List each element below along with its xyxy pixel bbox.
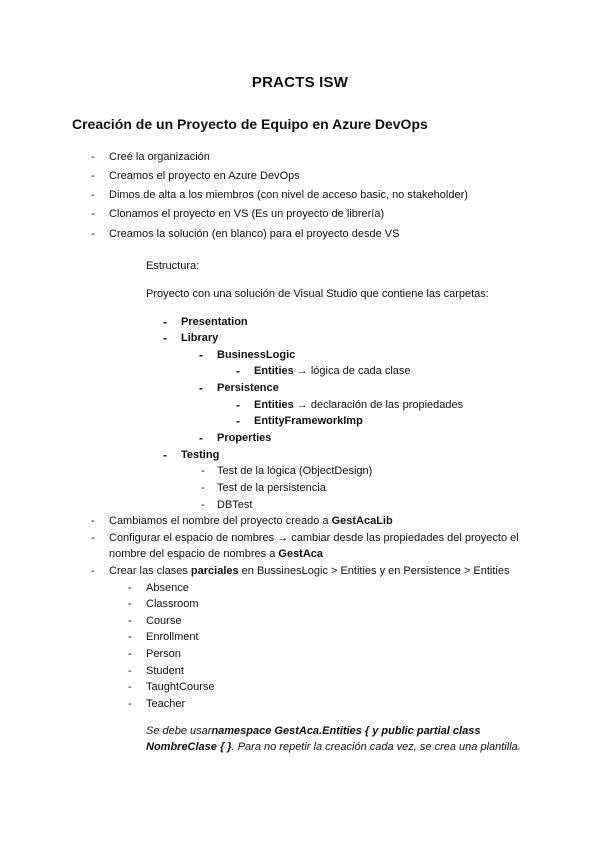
- tree-bullet: -: [201, 465, 205, 477]
- list-item-rename: [109, 513, 393, 529]
- namespace-text: nombre del espacio de nombres a: [109, 548, 279, 560]
- class-item: TaughtCourse: [146, 681, 215, 693]
- list-item-namespace-line2: [109, 546, 323, 562]
- class-bullet: -: [128, 598, 132, 610]
- tree-bullet: -: [236, 398, 240, 412]
- tree-item-bl-entities: [254, 363, 411, 379]
- tree-bullet: -: [163, 448, 167, 462]
- list-item: Creamos el proyecto en Azure DevOps: [109, 170, 300, 182]
- tree-item-test-logic: Test de la lógica (ObjectDesign): [217, 465, 373, 477]
- note-c: NombreClase { }: [146, 741, 232, 753]
- class-bullet: -: [128, 615, 132, 627]
- tree-item-properties: Properties: [217, 432, 272, 444]
- tree-bullet: -: [236, 364, 240, 378]
- class-bullet: -: [128, 698, 132, 710]
- list-item: Creé la organización: [109, 151, 210, 163]
- class-item: Enrollment: [146, 631, 199, 643]
- rename-bold: GestAcaLib: [331, 515, 393, 527]
- page-title: PRACTS ISW: [251, 74, 349, 91]
- p-entities-desc: → declaración de las propiedades: [296, 399, 464, 411]
- p-entities-label: Entities: [254, 399, 294, 411]
- partial-post: en BussinesLogic > Entities y en Persistence > Entities: [238, 565, 510, 577]
- tree-bullet: -: [201, 482, 205, 494]
- class-bullet: -: [128, 648, 132, 660]
- class-bullet: -: [128, 665, 132, 677]
- list-bullet: -: [91, 151, 95, 163]
- estructura-label: Estructura:: [146, 260, 200, 272]
- list-bullet: -: [91, 170, 95, 182]
- rename-text: Cambiamos el nombre del proyecto creado a: [109, 515, 332, 527]
- tree-bullet: -: [199, 381, 203, 395]
- note-line1: [146, 723, 480, 739]
- list-bullet: -: [91, 189, 95, 201]
- tree-item-library: Library: [181, 332, 219, 344]
- tree-item-test-persistence: Test de la persistencia: [217, 482, 326, 494]
- tree-item-p-entities: [254, 397, 463, 413]
- tree-item-ef-imp: EntityFrameworkImp: [254, 415, 363, 427]
- partial-bold: parciales: [190, 565, 239, 577]
- partial-pre: Crear las clases: [109, 565, 191, 577]
- tree-bullet: -: [163, 331, 167, 345]
- class-item: Course: [146, 615, 182, 627]
- list-item: Dimos de alta a los miembros (con nivel de acceso basic, no stakeholder): [109, 189, 468, 201]
- tree-bullet: -: [199, 431, 203, 445]
- class-item: Student: [146, 665, 184, 677]
- namespace-bold: GestAca: [278, 548, 324, 560]
- bl-entities-label: Entities: [254, 365, 294, 377]
- class-item: Teacher: [146, 698, 186, 710]
- list-bullet: -: [91, 515, 95, 527]
- tree-bullet: -: [236, 414, 240, 428]
- list-item-namespace-line1: Configurar el espacio de nombres → cambiar desde las propiedades del proyecto el: [109, 532, 519, 544]
- class-item: Person: [146, 648, 181, 660]
- tree-bullet: -: [163, 315, 167, 329]
- list-item: Clonamos el proyecto en VS (Es un proyecto de librería): [109, 208, 385, 220]
- class-bullet: -: [128, 681, 132, 693]
- tree-item-presentation: Presentation: [181, 316, 248, 328]
- estructura-description: Proyecto con una solución de Visual Studio que contiene las carpetas:: [146, 288, 489, 300]
- class-item: Absence: [146, 582, 189, 594]
- tree-item-testing: Testing: [181, 449, 220, 461]
- tree-bullet: -: [199, 348, 203, 362]
- list-bullet: -: [91, 565, 95, 577]
- class-bullet: -: [128, 582, 132, 594]
- class-bullet: -: [128, 631, 132, 643]
- list-item-partial: [109, 563, 510, 579]
- note-line2: [146, 739, 521, 755]
- note-b: namespace GestAca.Entities { y public partial class: [211, 725, 481, 737]
- list-item: Creamos la solución (en blanco) para el proyecto desde VS: [109, 228, 400, 240]
- class-item: Classroom: [146, 598, 199, 610]
- tree-bullet: -: [201, 499, 205, 511]
- note-d: . Para no repetir la creación cada vez, se crea una plantilla.: [231, 741, 521, 753]
- bl-entities-desc: → lógica de cada clase: [296, 365, 411, 377]
- list-bullet: -: [91, 228, 95, 240]
- tree-item-business-logic: BusinessLogic: [217, 349, 296, 361]
- section-heading: Creación de un Proyecto de Equipo en Azure DevOps: [72, 116, 428, 132]
- list-bullet: -: [91, 208, 95, 220]
- list-bullet: -: [91, 532, 95, 544]
- tree-item-dbtest: DBTest: [217, 499, 253, 511]
- tree-item-persistence: Persistence: [217, 382, 279, 394]
- note-a: Se debe usar: [146, 725, 212, 737]
